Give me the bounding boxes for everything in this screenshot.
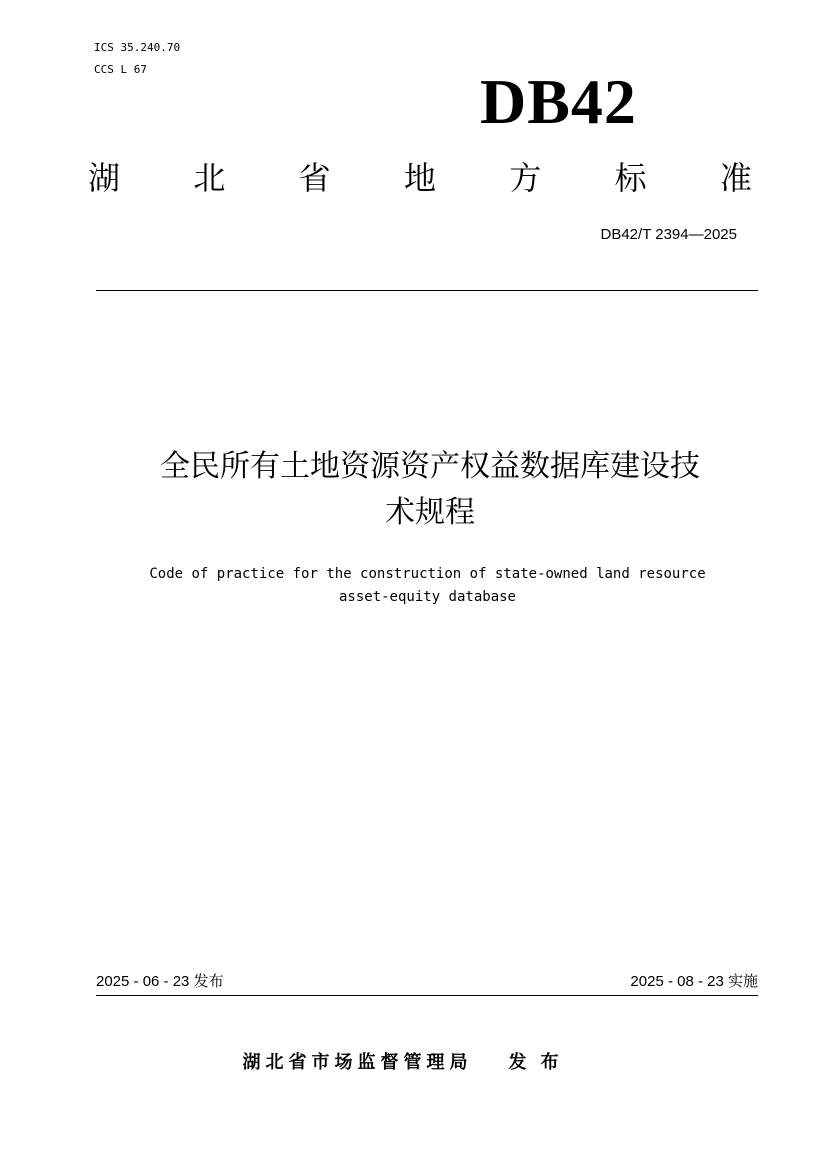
title-en-line-2: asset-equity database <box>338 589 516 605</box>
standard-type-char: 准 <box>719 159 752 197</box>
standard-type-title <box>88 156 752 200</box>
ccs-code: CCS L 67 <box>94 63 147 76</box>
standard-type-char: 地 <box>403 159 436 197</box>
standard-type-char: 方 <box>509 159 542 197</box>
document-title-zh <box>100 444 760 536</box>
title-zh-line-1: 全民所有土地资源资产权益数据库建设技 <box>160 449 700 484</box>
standard-type-char: 省 <box>298 159 331 197</box>
implementation-date: 2025 - 08 - 23 实施 <box>630 973 758 990</box>
issue-date: 2025 - 06 - 23 发布 <box>96 973 224 990</box>
standard-mark: DB42 <box>480 66 637 137</box>
standard-type-char: 湖 <box>88 159 121 197</box>
top-divider <box>96 290 758 291</box>
title-zh-line-2: 术规程 <box>385 495 475 530</box>
publisher-verb: 发布 <box>508 1052 573 1073</box>
bottom-divider <box>96 995 758 996</box>
standard-type-char: 北 <box>193 159 226 197</box>
publisher-org: 湖北省市场监督管理局 <box>242 1052 473 1073</box>
document-title-en <box>95 563 760 609</box>
standard-number: DB42/T 2394—2025 <box>600 226 737 243</box>
publisher-line <box>0 1050 815 1076</box>
standard-type-char: 标 <box>614 159 647 197</box>
title-en-line-1: Code of practice for the construction of state-owned land resource <box>149 566 706 582</box>
ics-code: ICS 35.240.70 <box>94 41 181 54</box>
